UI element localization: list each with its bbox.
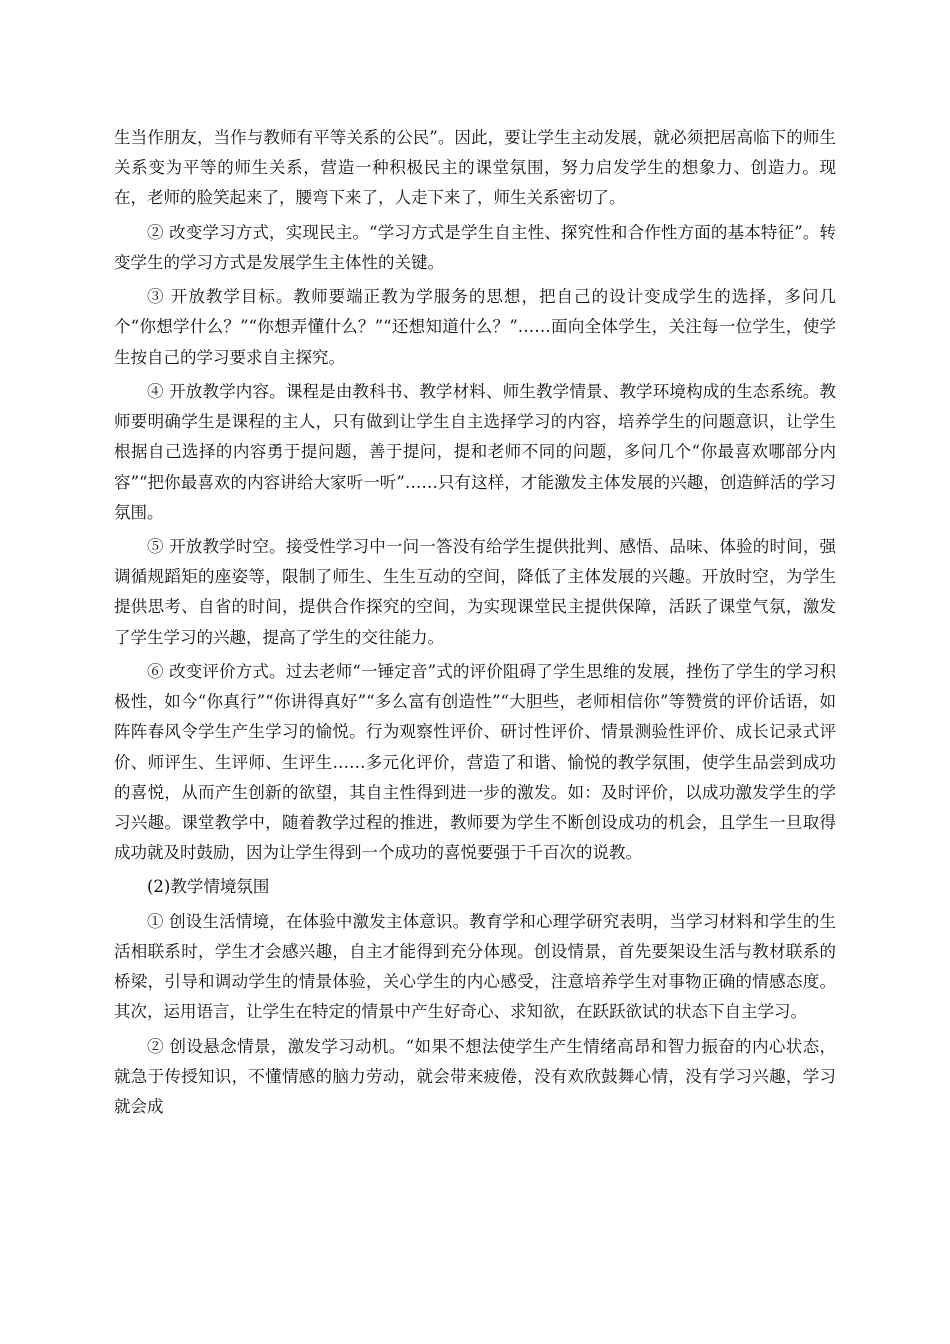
paragraph-item-4-teaching-content: ④ 开放教学内容。课程是由教科书、教学材料、师生教学情景、教学环境构成的生态系统。教师要明确学生是课程的主人，只有做到让学生自主选择学习的内容，培养学生的问题意识，让学生根据自己选择的内容勇于提问题，善于提问，提和老师不同的问题，多问几个“你最喜欢哪部分内容”“把你最喜欢的内容讲给大家听一听”……只有这样，才能激发主体发展的兴趣，创造鲜活的学习氛围。 xyxy=(114,381,836,522)
paragraph-item-3-teaching-goals: ③ 开放教学目标。教师要端正教为学服务的思想，把自己的设计变成学生的选择，多问几个“你想学什么？”“你想弄懂什么？”“还想知道什么？”……面向全体学生，关注每一位学生，使学生按自己的学习要求自主探究。 xyxy=(114,287,836,367)
paragraph-item-2-suspense-situation: ② 创设悬念情景，激发学习动机。“如果不想法使学生产生情绪高昂和智力振奋的内心状态，就急于传授知识，不懂情感的脑力劳动，就会带来疲倦，没有欢欣鼓舞心情，没有学习兴趣，学习就会成 xyxy=(114,1036,836,1117)
paragraph-item-6-evaluation: ⑥ 改变评价方式。过去老师“一锤定音”式的评价阻碍了学生思维的发展，挫伤了学生的学习积极性，如今“你真行”“你讲得真好”“多么富有创造性”“大胆些，老师相信你”等赞赏的评价话语，如阵阵春风令学生产生学习的愉悦。行为观察性评价、研讨性评价、情景测验性评价、成长记录式评价、师评生、生评师、生评生……多元化评价，营造了和谐、愉悦的教学氛围，使学生品尝到成功的喜悦，从而产生创新的欲望，其自主性得到进一步的激发。如：及时评价，以成功激发学生的学习兴趣。课堂教学中，随着教学过程的推进，教师要为学生不断创设成功的机会，且学生一旦取得成功就及时鼓励，因为让学生得到一个成功的喜悦要强于千百次的说教。 xyxy=(114,661,836,863)
paragraph-item-2-learning-style: ② 改变学习方式，实现民主。“学习方式是学生自主性、探究性和合作性方面的基本特征”。转变学生的学习方式是发展学生主体性的关键。 xyxy=(114,222,836,272)
paragraph-continuation: 生当作朋友，当作与教师有平等关系的公民”。因此，要让学生主动发展，就必须把居高临下的师生关系变为平等的师生关系，营造一种积极民主的课堂氛围，努力启发学生的想象力、创造力。现在，老师的脸笑起来了，腰弯下来了，人走下来了，师生关系密切了。 xyxy=(114,128,836,208)
section-heading-teaching-atmosphere: (2)教学情境氛围 xyxy=(147,877,270,897)
document-body xyxy=(114,123,836,1126)
paragraph-item-1-life-situation: ① 创设生活情境，在体验中激发主体意识。教育学和心理学研究表明，当学习材料和学生的生活相联系时，学生才会感兴趣，自主才能得到充分体现。创设情景，首先要架设生活与教材联系的桥梁，引导和调动学生的情景体验，关心学生的内心感受，注意培养学生对事物正确的情感态度。其次，运用语言，让学生在特定的情景中产生好奇心、求知欲，在跃跃欲试的状态下自主学习。 xyxy=(114,911,836,1022)
paragraph-item-5-teaching-time-space: ⑤ 开放教学时空。接受性学习中一问一答没有给学生提供批判、感悟、品味、体验的时间，强调循规蹈矩的座姿等，限制了师生、生生互动的空间，降低了主体发展的兴趣。开放时空，为学生提供思考、自省的时间，提供合作探究的空间，为实现课堂民主提供保障，活跃了课堂气氛，激发了学生学习的兴趣，提高了学生的交往能力。 xyxy=(114,537,836,647)
